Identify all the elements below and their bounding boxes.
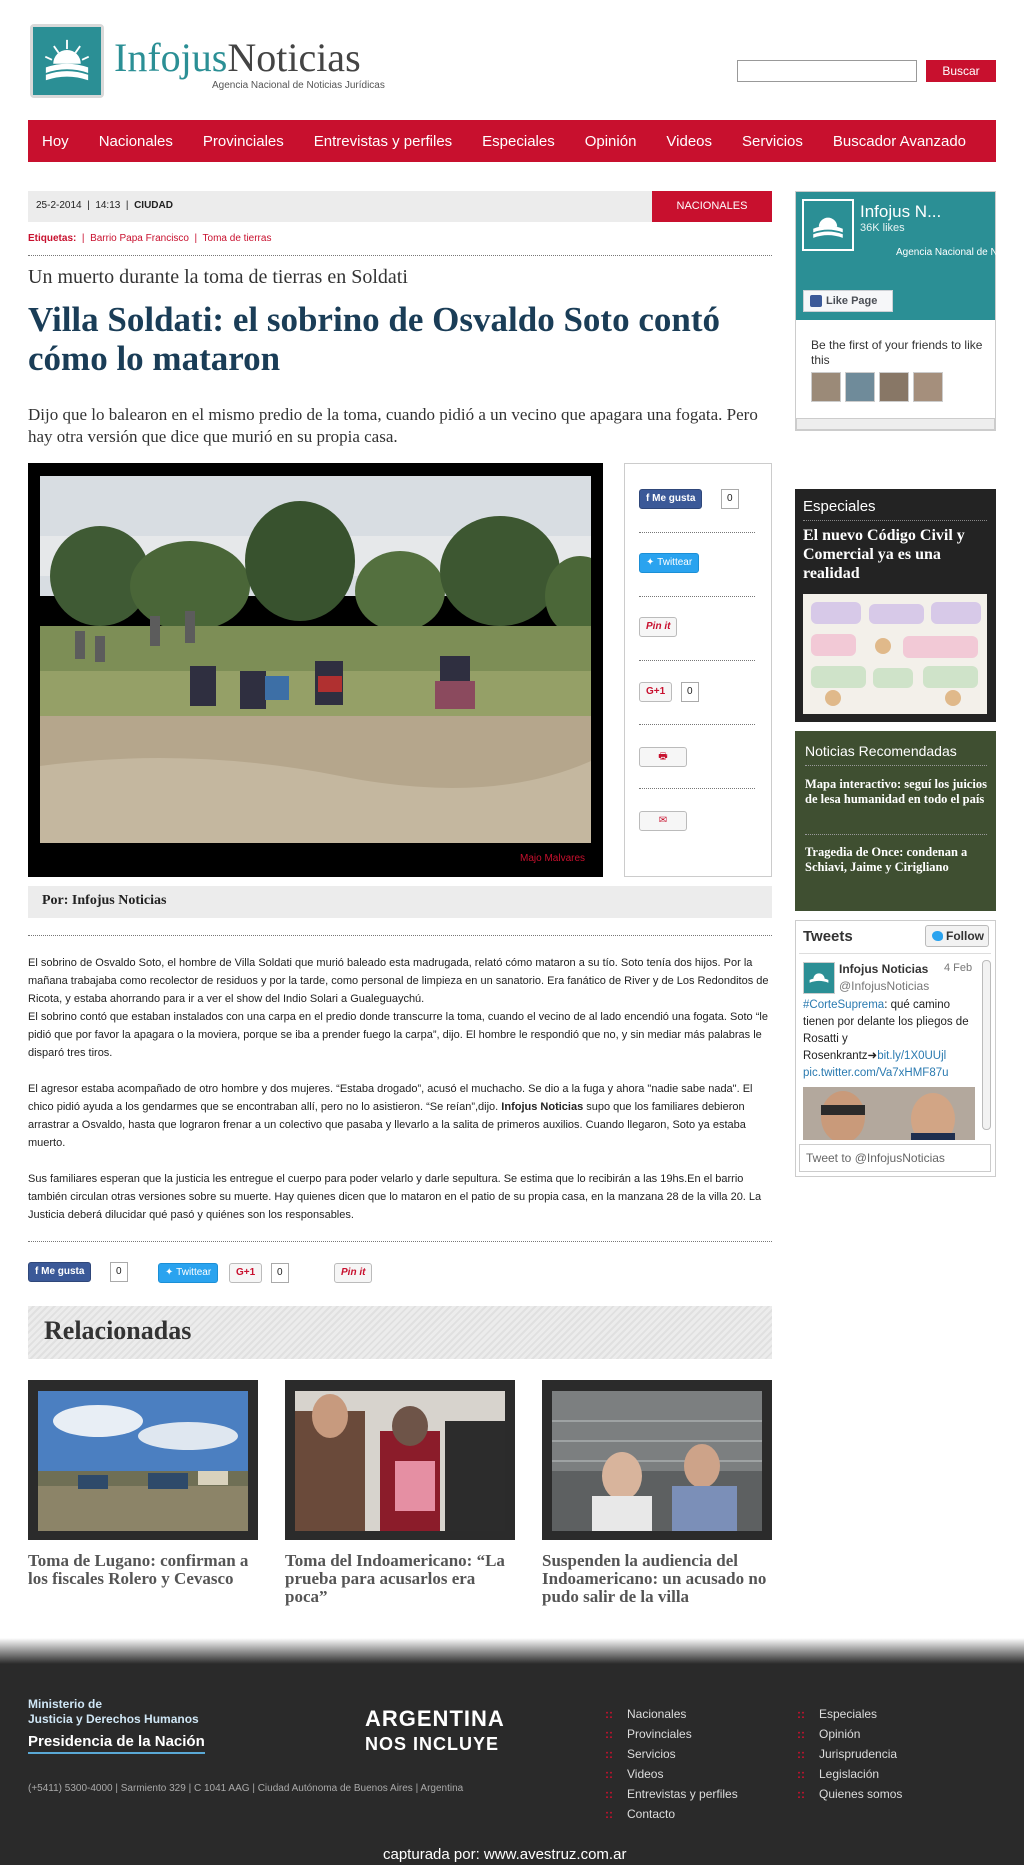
- divider: [805, 765, 987, 766]
- related-photo-2: [295, 1391, 505, 1531]
- gplus-count: 0: [681, 682, 699, 702]
- article-photo[interactable]: [40, 476, 591, 843]
- nav-item-especiales[interactable]: Especiales: [482, 132, 555, 150]
- friend-avatar[interactable]: [845, 372, 875, 402]
- fb-like-page-button[interactable]: Like Page: [803, 290, 893, 312]
- article-tags: Etiquetas: | Barrio Papa Francisco | Toma de tierras: [28, 233, 272, 244]
- nav-item-hoy[interactable]: Hoy: [42, 132, 69, 150]
- twitter-bird-icon: ✦: [646, 557, 658, 568]
- tweets-title: Tweets: [803, 928, 853, 945]
- photo-credit: Majo Malvares: [520, 853, 586, 864]
- footer-link-especiales[interactable]: :: Especiales: [797, 1707, 877, 1721]
- article-section[interactable]: CIUDAD: [134, 200, 173, 211]
- tags-label: Etiquetas:: [28, 233, 77, 244]
- facebook-icon: f: [35, 1266, 42, 1277]
- divider: [805, 834, 987, 835]
- print-button[interactable]: [639, 747, 687, 767]
- article-photo-image: [40, 476, 591, 843]
- especiales-illustration: [803, 594, 987, 714]
- pin-it-button-bottom[interactable]: Pin it: [334, 1263, 372, 1283]
- article-kicker: Un muerto durante la toma de tierras en Soldati: [28, 266, 408, 288]
- article-meta: 25-2-2014 | 14:13 | CIUDAD: [36, 200, 173, 211]
- printer-icon: 🖶: [658, 751, 668, 762]
- fb-like-button-bottom[interactable]: [28, 1262, 91, 1282]
- footer-link-nacionales[interactable]: :: Nacionales: [605, 1707, 686, 1721]
- email-button[interactable]: [639, 811, 687, 831]
- logo-word-noticias: Noticias: [227, 35, 361, 80]
- tweet-author-handle[interactable]: @InfojusNoticias: [839, 979, 930, 993]
- divider: [28, 935, 772, 936]
- recomendadas-title: Noticias Recomendadas: [805, 743, 957, 759]
- fb-like-button[interactable]: [639, 489, 702, 509]
- recomendada-item[interactable]: Mapa interactivo: seguí los juicios de lesa humanidad en todo el país: [805, 777, 987, 806]
- especiales-headline[interactable]: El nuevo Código Civil y Comercial ya es una realidad: [803, 527, 965, 582]
- search-button[interactable]: Buscar: [926, 60, 996, 82]
- related-caption-2[interactable]: Toma del Indoamericano: “La prueba para acusarlos era poca”: [285, 1551, 505, 1606]
- nav-item-servicios[interactable]: Servicios: [742, 132, 803, 150]
- logo-text[interactable]: [114, 36, 361, 80]
- section-badge[interactable]: NACIONALES: [652, 191, 772, 222]
- argentina-logo-line-2[interactable]: NOS INCLUYE: [365, 1734, 500, 1754]
- related-title: Relacionadas: [44, 1316, 192, 1345]
- divider: [28, 1241, 772, 1242]
- footer-link-opinion[interactable]: :: Opinión: [797, 1727, 860, 1741]
- tweet-text: #CorteSuprema: qué camino tienen por delante los pliegos de Rosatti y Rosenkrantz➜bit.ly/1X0UUjl pic.twitter.com/Va7xHMF87u: [803, 999, 969, 1079]
- tag-link[interactable]: Toma de tierras: [202, 233, 272, 244]
- fb-like-label: Me gusta: [41, 1266, 85, 1277]
- nav-item-buscador[interactable]: Buscador Avanzado: [832, 132, 967, 150]
- fb-page-name[interactable]: Infojus N...: [860, 202, 942, 221]
- gplus-button[interactable]: G+1: [639, 682, 672, 702]
- divider: [803, 520, 987, 521]
- footer-link-legislacion[interactable]: :: Legislación: [797, 1767, 879, 1781]
- tweet-date[interactable]: 4 Feb: [944, 962, 973, 974]
- footer-link-servicios[interactable]: :: Servicios: [605, 1747, 676, 1761]
- footer-link-provinciales[interactable]: :: Provinciales: [605, 1727, 692, 1741]
- body-paragraph: El agresor estaba acompañado de otro hombre y dos mujeres. “Estaba drogado”, acusó el muchacho. Se dio a la fuga y ahora "nadie sabe nada". El chico pidió ayuda a los gendarmes que se encontraban allí, pero no lo asistieron. “Se reían”,dijo. Infojus Noticias supo que los familiares debieron arrastrar a Osvaldo, hasta que lograron frenar a un colectivo que pasaba y llevarlo a la salita de primeros auxilios. Cuando llegaron, Soto ya estaba muerto.: [28, 1083, 753, 1149]
- nav-item-opinion[interactable]: Opinión: [584, 132, 637, 150]
- tweet-link[interactable]: bit.ly/1X0UUjl: [877, 1050, 947, 1062]
- fb-like-count: 0: [721, 489, 739, 509]
- related-caption-3[interactable]: Suspenden la audiencia del Indoamericano: un acusado no pudo salir de la villa: [542, 1551, 767, 1606]
- friend-avatar[interactable]: [913, 372, 943, 402]
- tweet-button-bottom[interactable]: [158, 1263, 218, 1283]
- tweet-hashtag[interactable]: #CorteSuprema: [803, 999, 885, 1011]
- footer-link-contacto[interactable]: :: Contacto: [605, 1807, 675, 1821]
- article-body: [28, 954, 776, 1242]
- fb-page-likes: 36K likes: [860, 222, 905, 234]
- tag-link[interactable]: Barrio Papa Francisco: [90, 233, 189, 244]
- fb-page-logo[interactable]: [802, 199, 854, 251]
- capture-watermark: capturada por: www.avestruz.com.ar: [383, 1846, 627, 1863]
- fb-like-count: 0: [110, 1262, 128, 1282]
- byline: Por: Infojus Noticias: [42, 893, 167, 908]
- footer-shade: [0, 1638, 1024, 1664]
- footer-link-entrevistas[interactable]: :: Entrevistas y perfiles: [605, 1787, 738, 1801]
- divider: [639, 724, 755, 725]
- article-time: 14:13: [95, 200, 121, 211]
- related-photo-3: [552, 1391, 762, 1531]
- facebook-icon: f: [646, 493, 653, 504]
- logo-word-infojus: Infojus: [114, 35, 228, 80]
- nav-item-provinciales[interactable]: Provinciales: [202, 132, 284, 150]
- tweet-label: Twittear: [657, 557, 693, 568]
- fb-like-label: Me gusta: [652, 493, 696, 504]
- presidency-logo[interactable]: Presidencia de la Nación: [28, 1733, 205, 1754]
- recomendada-item[interactable]: Tragedia de Once: condenan a Schiavi, Jaime y Cirigliano: [805, 845, 968, 874]
- gplus-button-bottom[interactable]: G+1: [229, 1263, 262, 1283]
- book-sun-icon: [804, 963, 834, 993]
- nav-item-entrevistas[interactable]: Entrevistas y perfiles: [313, 132, 453, 150]
- related-photo-1: [38, 1391, 248, 1531]
- logo-tagline: Agencia Nacional de Noticias Jurídicas: [212, 80, 385, 91]
- divider: [639, 660, 755, 661]
- tweet-avatar[interactable]: [803, 962, 835, 994]
- fb-widget-scrollbar[interactable]: [796, 418, 995, 430]
- book-sun-icon: [804, 201, 852, 249]
- tweet-button[interactable]: [639, 553, 699, 573]
- tweet-label: Twittear: [176, 1267, 212, 1278]
- ministry-logo[interactable]: Ministerio de Justicia y Derechos Humanos: [28, 1697, 199, 1726]
- logo-mark[interactable]: [30, 24, 104, 98]
- divider: [799, 953, 991, 954]
- article-date: 25-2-2014: [36, 200, 82, 211]
- tweets-scrollbar[interactable]: [982, 960, 991, 1130]
- related-image-2[interactable]: [295, 1391, 505, 1531]
- gplus-count: 0: [271, 1263, 289, 1283]
- body-paragraph: El sobrino de Osvaldo Soto, el hombre de Villa Soldati que murió baleado esta madrugada, relató cómo mataron a su tío. Soto tenía dos hijos. Por la mañana trabajaba como recolector de residuos y por la tarde, como personal de limpieza en un sanatorio. Era fanático de River y de Los Redonditos de Ricota, y estaba ahorrando para ir a ver el show del Indio Solari a Gualeguaychú. El sobrino contó que estaban instalados con una carpa en el predio donde transcurre la toma, cuando el vecino de al lado encendió una fogata. Soto “le pidió que por favor la apagara o la moviera, porque se iba a prender fuego la carpa”, dijo. El hombre le respondió que no, y sin mediar más palabras le disparó tres tiros.: [28, 957, 769, 1059]
- divider: [639, 596, 755, 597]
- argentina-logo-line-1[interactable]: ARGENTINA: [365, 1706, 505, 1731]
- book-sun-icon: [33, 27, 101, 95]
- body-paragraph: Sus familiares esperan que la justicia les entregue el cuerpo para poder velarlo y darle sepultura. Se estima que lo recibirán a las 19hs.En el barrio también circulan otras versiones sobre su muerte. Hay quienes dicen que lo mataron en el patio de su propia casa, en la manzana 28 de la villa 20. La Justicia deberá dilucidar qué pasó y quiénes son los responsables.: [28, 1173, 762, 1221]
- footer-link-jurisprudencia[interactable]: :: Jurisprudencia: [797, 1747, 897, 1761]
- nav-item-videos[interactable]: Videos: [666, 132, 713, 150]
- envelope-icon: ✉: [658, 815, 668, 826]
- article-lede: Dijo que lo balearon en el mismo predio de la toma, cuando pidió a un vecino que apagara una fogata. Pero hay otra versión que dice que murió en su propia casa.: [28, 405, 758, 446]
- article-headline: Villa Soldati: el sobrino de Osvaldo Soto contó cómo lo mataron: [28, 300, 720, 378]
- footer: [0, 1664, 1024, 1865]
- tweet-author-name[interactable]: Infojus Noticias: [839, 962, 929, 976]
- divider: [28, 255, 772, 256]
- footer-address: (+5411) 5300-4000 | Sarmiento 329 | C 1041 AAG | Ciudad Autónoma de Buenos Aires | Argentina: [28, 1783, 464, 1794]
- search-input[interactable]: [737, 60, 917, 82]
- tweet-image[interactable]: [803, 1087, 975, 1140]
- related-caption-1[interactable]: Toma de Lugano: confirman a los fiscales Rolero y Cevasco: [28, 1551, 249, 1588]
- tweet-photo: [803, 1087, 975, 1140]
- especiales-title[interactable]: Especiales: [803, 498, 876, 515]
- divider: [639, 532, 755, 533]
- divider: [639, 788, 755, 789]
- friend-avatar[interactable]: [811, 372, 841, 402]
- tweet-pic-link[interactable]: pic.twitter.com/Va7xHMF87u: [803, 1067, 949, 1079]
- footer-link-videos[interactable]: :: Videos: [605, 1767, 663, 1781]
- related-image-3[interactable]: [552, 1391, 762, 1531]
- twitter-follow-button[interactable]: Follow: [925, 925, 989, 947]
- fb-friends-text: Be the first of your friends to like this: [811, 338, 983, 367]
- friend-avatar[interactable]: [879, 372, 909, 402]
- tweet-to-input[interactable]: Tweet to @InfojusNoticias: [799, 1144, 991, 1172]
- footer-link-quienes-somos[interactable]: :: Quienes somos: [797, 1787, 902, 1801]
- especiales-image[interactable]: [803, 594, 987, 714]
- twitter-bird-icon: ✦: [165, 1267, 177, 1278]
- pin-it-button[interactable]: Pin it: [639, 617, 677, 637]
- main-nav: [28, 120, 996, 162]
- nav-item-nacionales[interactable]: Nacionales: [98, 132, 173, 150]
- related-image-1[interactable]: [38, 1391, 248, 1531]
- fb-cover-subtitle: Agencia Nacional de N: [896, 247, 998, 258]
